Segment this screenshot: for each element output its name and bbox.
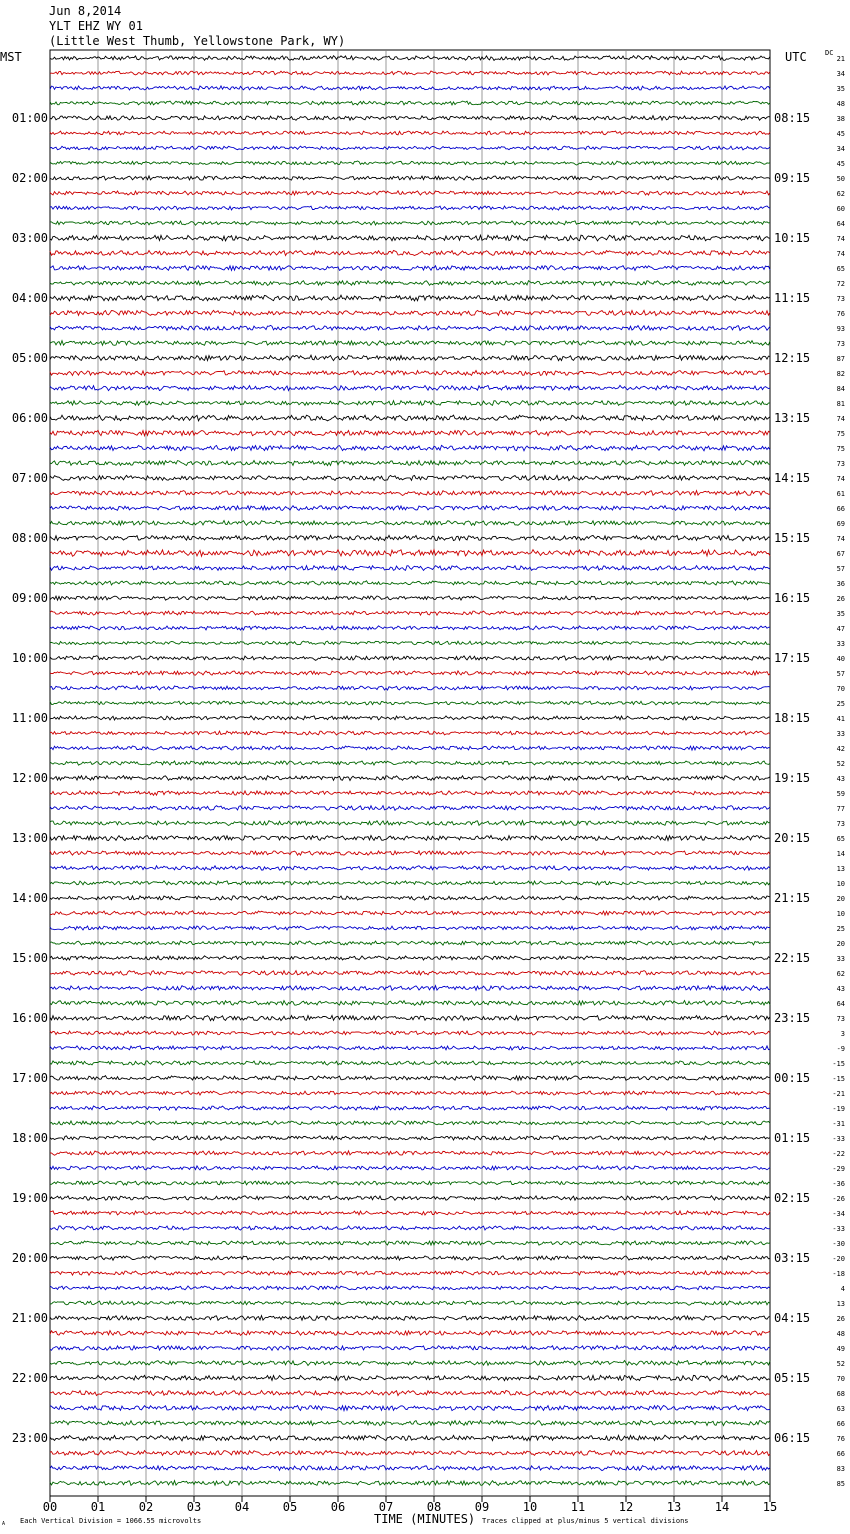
- seismic-trace: [50, 596, 770, 600]
- right-hour-label: 08:15: [774, 111, 811, 125]
- seismic-trace: [50, 911, 770, 915]
- seismic-trace: [50, 956, 770, 960]
- dc-offset-value: 33: [836, 730, 845, 738]
- seismic-trace: [50, 355, 770, 360]
- left-hour-label: 12:00: [11, 771, 48, 785]
- left-hour-label: 02:00: [11, 171, 48, 185]
- seismic-trace: [50, 146, 770, 150]
- dc-offset-value: 76: [836, 310, 845, 318]
- x-tick-label: 03: [186, 1500, 202, 1514]
- dc-offset-value: 66: [836, 1420, 845, 1428]
- seismic-trace: [50, 656, 770, 661]
- dc-offset-value: 33: [836, 640, 845, 648]
- right-hour-label: 01:15: [774, 1131, 811, 1145]
- seismic-trace: [50, 851, 770, 856]
- seismic-trace: [50, 1166, 770, 1170]
- seismic-trace: [50, 1301, 770, 1305]
- dc-offset-value: -31: [832, 1120, 845, 1128]
- left-hour-label: 17:00: [11, 1071, 48, 1085]
- x-tick-label: 09: [474, 1500, 490, 1514]
- seismic-trace: [50, 566, 770, 571]
- right-hour-label: 04:15: [774, 1311, 811, 1325]
- seismic-trace: [50, 1031, 770, 1035]
- x-tick-label: 06: [330, 1500, 346, 1514]
- x-tick-label: 02: [138, 1500, 154, 1514]
- dc-offset-value: 68: [836, 1390, 845, 1398]
- dc-offset-value: 73: [836, 295, 845, 303]
- dc-offset-value: 35: [836, 610, 845, 618]
- dc-offset-value: 62: [836, 190, 845, 198]
- left-hour-label: 10:00: [11, 651, 48, 665]
- seismic-trace: [50, 1361, 770, 1366]
- dc-offset-value: 4: [840, 1285, 845, 1293]
- x-tick-label: 08: [426, 1500, 442, 1514]
- seismic-trace: [50, 686, 770, 690]
- seismic-trace: [50, 1375, 770, 1380]
- seismic-trace: [50, 1001, 770, 1006]
- seismic-trace: [50, 881, 770, 885]
- seismic-trace: [50, 1121, 770, 1125]
- seismic-trace: [50, 761, 770, 765]
- left-hour-label: 16:00: [11, 1011, 48, 1025]
- x-tick-label: 11: [570, 1500, 586, 1514]
- right-hour-label: 18:15: [774, 711, 811, 725]
- seismic-trace: [50, 986, 770, 991]
- right-timezone-label: UTC: [785, 50, 807, 64]
- dc-offset-value: -18: [832, 1270, 845, 1278]
- station-code: YLT EHZ WY 01: [49, 19, 143, 33]
- seismic-trace: [50, 791, 770, 796]
- seismic-trace: [50, 235, 770, 241]
- dc-offset-value: 69: [836, 520, 845, 528]
- seismic-trace: [50, 1211, 770, 1215]
- left-hour-label: 06:00: [11, 411, 48, 425]
- dc-offset-value: 73: [836, 460, 845, 468]
- dc-offset-value: 66: [836, 1450, 845, 1458]
- dc-offset-value: 76: [836, 1435, 845, 1443]
- right-hour-label: 22:15: [774, 951, 811, 965]
- seismic-trace: [50, 971, 770, 976]
- seismic-trace: [50, 266, 770, 271]
- seismic-trace: [50, 191, 770, 195]
- dc-offset-value: 48: [836, 1330, 845, 1338]
- left-hour-label: 22:00: [11, 1371, 48, 1385]
- seismic-trace: [50, 1465, 770, 1470]
- x-tick-label: 14: [714, 1500, 730, 1514]
- dc-offset-value: 36: [836, 580, 845, 588]
- right-hour-label: 16:15: [774, 591, 811, 605]
- seismic-trace: [50, 281, 770, 286]
- dc-offset-value: 48: [836, 100, 845, 108]
- seismic-trace: [50, 101, 770, 105]
- dc-offset-value: 73: [836, 820, 845, 828]
- left-hour-label: 07:00: [11, 471, 48, 485]
- plot-date: Jun 8,2014: [49, 4, 122, 18]
- dc-offset-value: 35: [836, 85, 845, 93]
- dc-offset-value: -19: [832, 1105, 845, 1113]
- seismic-trace: [50, 1241, 770, 1245]
- dc-offset-value: 62: [836, 970, 845, 978]
- dc-offset-value: 85: [836, 1480, 845, 1488]
- seismic-trace: [50, 701, 770, 705]
- seismic-trace: [50, 506, 770, 511]
- dc-offset-value: -33: [832, 1135, 845, 1143]
- dc-offset-value: 34: [836, 145, 845, 153]
- seismic-trace: [50, 415, 770, 421]
- right-hour-label: 05:15: [774, 1371, 811, 1385]
- dc-offset-value: 74: [836, 250, 845, 258]
- dc-offset-value: 82: [836, 370, 845, 378]
- left-hour-label: 20:00: [11, 1251, 48, 1265]
- right-hour-label: 11:15: [774, 291, 811, 305]
- seismic-trace: [50, 1136, 770, 1141]
- seismic-trace: [50, 1390, 770, 1395]
- seismic-trace: [50, 341, 770, 346]
- dc-offset-value: 34: [836, 70, 845, 78]
- seismic-trace: [50, 1406, 770, 1411]
- seismic-trace: [50, 866, 770, 871]
- dc-offset-value: 75: [836, 445, 845, 453]
- dc-offset-value: 74: [836, 415, 845, 423]
- seismic-trace: [50, 71, 770, 75]
- seismic-trace: [50, 1316, 770, 1321]
- dc-offset-value: 52: [836, 1360, 845, 1368]
- dc-offset-value: -30: [832, 1240, 845, 1248]
- seismic-trace: [50, 86, 770, 90]
- seismic-trace: [50, 491, 770, 496]
- right-hour-label: 12:15: [774, 351, 811, 365]
- left-hour-label: 04:00: [11, 291, 48, 305]
- dc-offset-value: 50: [836, 175, 845, 183]
- left-hour-label: 11:00: [11, 711, 48, 725]
- left-hour-label: 18:00: [11, 1131, 48, 1145]
- dc-offset-value: -20: [832, 1255, 845, 1263]
- seismic-trace: [50, 776, 770, 781]
- seismic-trace: [50, 626, 770, 630]
- seismic-trace: [50, 401, 770, 406]
- dc-offset-value: 20: [836, 895, 845, 903]
- left-hour-label: 13:00: [11, 831, 48, 845]
- seismic-trace: [50, 250, 770, 255]
- seismic-trace: [50, 746, 770, 750]
- seismic-trace: [50, 1226, 770, 1230]
- dc-offset-value: 93: [836, 325, 845, 333]
- right-hour-label: 20:15: [774, 831, 811, 845]
- x-tick-label: 10: [522, 1500, 538, 1514]
- seismic-trace: [50, 131, 770, 135]
- dc-offset-value: 3: [840, 1030, 845, 1038]
- seismic-trace: [50, 731, 770, 735]
- seismic-trace: [50, 445, 770, 450]
- dc-offset-value: 25: [836, 700, 845, 708]
- right-hour-label: 21:15: [774, 891, 811, 905]
- seismic-trace: [50, 521, 770, 526]
- x-tick-label: 05: [282, 1500, 298, 1514]
- right-hour-label: 06:15: [774, 1431, 811, 1445]
- right-hour-label: 19:15: [774, 771, 811, 785]
- seismic-trace: [50, 716, 770, 720]
- dc-offset-value: 38: [836, 115, 845, 123]
- dc-offset-value: 70: [836, 1375, 845, 1383]
- left-hour-label: 03:00: [11, 231, 48, 245]
- seismic-trace: [50, 1346, 770, 1351]
- dc-offset-value: 73: [836, 340, 845, 348]
- dc-offset-header: DC: [825, 49, 834, 57]
- seismic-trace: [50, 821, 770, 826]
- seismic-trace: [50, 806, 770, 811]
- dc-offset-value: 66: [836, 505, 845, 513]
- seismic-trace: [50, 581, 770, 585]
- dc-offset-value: -22: [832, 1150, 845, 1158]
- seismic-trace: [50, 295, 770, 301]
- dc-offset-value: 52: [836, 760, 845, 768]
- dc-offset-value: 13: [836, 865, 845, 873]
- seismic-trace: [50, 611, 770, 615]
- dc-offset-value: 59: [836, 790, 845, 798]
- right-hour-label: 15:15: [774, 531, 811, 545]
- dc-offset-value: 21: [836, 55, 845, 63]
- seismic-trace: [50, 836, 770, 841]
- seismic-trace: [50, 535, 770, 540]
- dc-offset-value: 10: [836, 910, 845, 918]
- seismic-trace: [50, 1421, 770, 1426]
- dc-offset-value: 70: [836, 685, 845, 693]
- dc-offset-value: 40: [836, 655, 845, 663]
- left-hour-label: 08:00: [11, 531, 48, 545]
- right-hour-label: 09:15: [774, 171, 811, 185]
- seismic-trace: [50, 176, 770, 180]
- dc-offset-value: -15: [832, 1075, 845, 1083]
- dc-offset-value: -9: [836, 1045, 845, 1053]
- dc-offset-value: 43: [836, 775, 845, 783]
- dc-offset-value: 57: [836, 670, 845, 678]
- seismic-trace: [50, 1106, 770, 1110]
- dc-offset-value: 47: [836, 625, 845, 633]
- dc-offset-value: 81: [836, 400, 845, 408]
- dc-offset-value: 26: [836, 1315, 845, 1323]
- seismic-trace: [50, 1271, 770, 1275]
- seismic-trace: [50, 371, 770, 376]
- dc-offset-value: 13: [836, 1300, 845, 1308]
- x-tick-label: 00: [42, 1500, 58, 1514]
- dc-offset-value: 75: [836, 430, 845, 438]
- seismic-trace: [50, 310, 770, 315]
- dc-offset-value: -29: [832, 1165, 845, 1173]
- x-tick-label: 15: [762, 1500, 778, 1514]
- left-hour-label: 01:00: [11, 111, 48, 125]
- seismic-trace: [50, 671, 770, 675]
- right-hour-label: 02:15: [774, 1191, 811, 1205]
- left-hour-label: 14:00: [11, 891, 48, 905]
- x-tick-label: 12: [618, 1500, 634, 1514]
- dc-offset-value: 65: [836, 835, 845, 843]
- dc-offset-value: 41: [836, 715, 845, 723]
- dc-offset-value: 64: [836, 220, 845, 228]
- dc-offset-value: 72: [836, 280, 845, 288]
- dc-offset-value: 65: [836, 265, 845, 273]
- corner-mark: A: [2, 1521, 6, 1527]
- x-tick-label: 07: [378, 1500, 394, 1514]
- seismic-trace: [50, 1286, 770, 1290]
- right-hour-label: 14:15: [774, 471, 811, 485]
- dc-offset-value: 43: [836, 985, 845, 993]
- x-tick-label: 04: [234, 1500, 250, 1514]
- x-axis-title: TIME (MINUTES): [374, 1512, 476, 1526]
- seismic-trace: [50, 1331, 770, 1336]
- left-hour-label: 09:00: [11, 591, 48, 605]
- dc-offset-value: 49: [836, 1345, 845, 1353]
- station-location: (Little West Thumb, Yellowstone Park, WY): [49, 34, 346, 48]
- dc-offset-value: 63: [836, 1405, 845, 1413]
- x-tick-label: 13: [666, 1500, 682, 1514]
- dc-offset-value: 74: [836, 535, 845, 543]
- dc-offset-value: 25: [836, 925, 845, 933]
- dc-offset-value: 67: [836, 550, 845, 558]
- seismic-trace: [50, 1061, 770, 1065]
- dc-offset-value: 83: [836, 1465, 845, 1473]
- seismic-trace: [50, 896, 770, 900]
- seismic-trace: [50, 430, 770, 435]
- dc-offset-value: 61: [836, 490, 845, 498]
- right-hour-label: 00:15: [774, 1071, 811, 1085]
- seismic-trace: [50, 926, 770, 930]
- left-hour-label: 19:00: [11, 1191, 48, 1205]
- seismic-trace: [50, 550, 770, 557]
- seismic-trace: [50, 641, 770, 645]
- dc-offset-value: 77: [836, 805, 845, 813]
- dc-offset-value: -33: [832, 1225, 845, 1233]
- dc-offset-value: 84: [836, 385, 845, 393]
- seismic-trace: [50, 1196, 770, 1201]
- seismic-trace: [50, 1451, 770, 1456]
- seismic-trace: [50, 1256, 770, 1261]
- seismic-trace: [50, 1016, 770, 1021]
- seismic-trace: [50, 116, 770, 121]
- seismic-trace: [50, 1181, 770, 1185]
- seismic-trace: [50, 221, 770, 225]
- seismic-trace: [50, 1481, 770, 1486]
- dc-offset-value: 45: [836, 160, 845, 168]
- left-hour-label: 15:00: [11, 951, 48, 965]
- seismic-trace: [50, 325, 770, 330]
- right-hour-label: 13:15: [774, 411, 811, 425]
- seismic-trace: [50, 56, 770, 61]
- dc-offset-value: 20: [836, 940, 845, 948]
- dc-offset-value: 73: [836, 1015, 845, 1023]
- dc-offset-value: -36: [832, 1180, 845, 1188]
- seismic-trace: [50, 475, 770, 480]
- dc-offset-value: 60: [836, 205, 845, 213]
- dc-offset-value: -26: [832, 1195, 845, 1203]
- left-timezone-label: MST: [0, 50, 22, 64]
- left-hour-label: 05:00: [11, 351, 48, 365]
- right-hour-label: 23:15: [774, 1011, 811, 1025]
- dc-offset-value: 14: [836, 850, 845, 858]
- dc-offset-value: 74: [836, 475, 845, 483]
- clipping-note: Traces clipped at plus/minus 5 vertical divisions: [482, 1517, 689, 1525]
- dc-offset-value: 45: [836, 130, 845, 138]
- dc-offset-value: 42: [836, 745, 845, 753]
- right-hour-label: 10:15: [774, 231, 811, 245]
- seismic-trace: [50, 1076, 770, 1081]
- right-hour-label: 03:15: [774, 1251, 811, 1265]
- dc-offset-value: -34: [832, 1210, 845, 1218]
- seismic-trace: [50, 1091, 770, 1095]
- seismic-trace: [50, 1435, 770, 1441]
- x-tick-label: 01: [90, 1500, 106, 1514]
- dc-offset-value: 64: [836, 1000, 845, 1008]
- seismic-trace: [50, 941, 770, 945]
- left-hour-label: 23:00: [11, 1431, 48, 1445]
- dc-offset-value: 57: [836, 565, 845, 573]
- right-hour-label: 17:15: [774, 651, 811, 665]
- vertical-division-note: Each Vertical Division = 1066.55 microvolts: [20, 1517, 202, 1525]
- dc-offset-value: 87: [836, 355, 845, 363]
- left-hour-label: 21:00: [11, 1311, 48, 1325]
- dc-offset-value: 33: [836, 955, 845, 963]
- seismic-trace: [50, 161, 770, 165]
- seismic-trace: [50, 206, 770, 210]
- seismic-trace: [50, 1046, 770, 1050]
- seismic-trace: [50, 1151, 770, 1155]
- dc-offset-value: 10: [836, 880, 845, 888]
- seismic-trace: [50, 460, 770, 465]
- seismic-trace: [50, 385, 770, 390]
- dc-offset-value: -21: [832, 1090, 845, 1098]
- dc-offset-value: 74: [836, 235, 845, 243]
- dc-offset-value: -15: [832, 1060, 845, 1068]
- dc-offset-value: 26: [836, 595, 845, 603]
